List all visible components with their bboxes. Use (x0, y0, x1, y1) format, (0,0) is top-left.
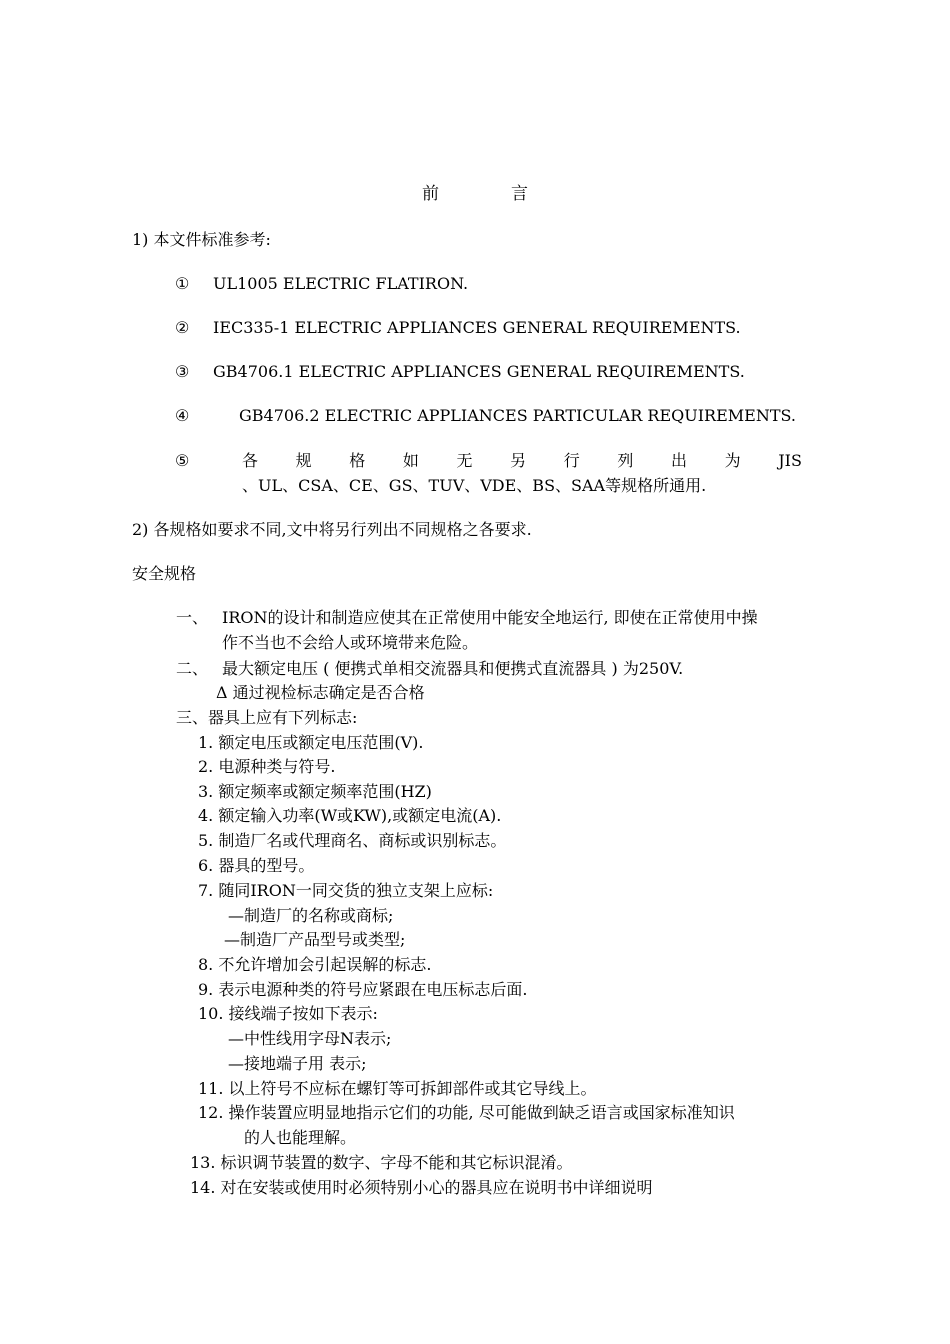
ref-marker: ② (175, 318, 190, 337)
ref5-word: 行 (563, 451, 580, 470)
mark-9: 9. 表示电源种类的符号应紧跟在电压标志后面. (198, 980, 528, 999)
ref5-word: 无 (456, 451, 473, 470)
item-2-text: 最大额定电压 ( 便携式单相交流器具和便携式直流器具 ) 为250V. (222, 659, 684, 678)
item-2-number: 二、 (176, 659, 209, 678)
ref5-word: JIS (778, 451, 802, 470)
mark-11: 11. 以上符号不应标在螺钉等可拆卸部件或其它导线上。 (198, 1079, 597, 1098)
reference-5-line-2: 、UL、CSA、CE、GS、TUV、VDE、BS、SAA等规格所通用. (242, 476, 707, 495)
mark-10-sub-a: —中性线用字母N表示; (228, 1029, 392, 1048)
ref5-word: 出 (671, 451, 688, 470)
mark-13: 13. 标识调节装置的数字、字母不能和其它标识混淆。 (190, 1153, 573, 1172)
mark-10: 10. 接线端子按如下表示: (198, 1004, 378, 1023)
mark-14: 14. 对在安装或使用时必须特别小心的器具应在说明书中详细说明 (190, 1178, 653, 1197)
reference-5-line-1 (242, 451, 802, 471)
ref-marker: ③ (175, 362, 190, 381)
mark-3: 3. 额定频率或额定频率范围(HZ) (198, 782, 432, 801)
page-title (0, 184, 950, 204)
ref-text: UL1005 ELECTRIC FLATIRON. (213, 274, 469, 293)
reference-5-marker: ⑤ (175, 451, 190, 470)
reference-4 (175, 406, 796, 426)
mark-5: 5. 制造厂名或代理商名、商标或识别标志。 (198, 831, 507, 850)
reference-3 (175, 362, 745, 382)
item-1-line-2: 作不当也不会给人或环境带来危险。 (222, 633, 479, 652)
section-1-heading: 1) 本文件标准参考: (132, 230, 271, 249)
mark-7: 7. 随同IRON一同交货的独立支架上应标: (198, 881, 494, 900)
item-1-number: 一、 (176, 608, 209, 627)
section-2: 2) 各规格如要求不同,文中将另行列出不同规格之各要求. (132, 520, 532, 539)
mark-8: 8. 不允许增加会引起误解的标志. (198, 955, 432, 974)
ref5-word: 另 (510, 451, 527, 470)
ref5-word: 格 (349, 451, 366, 470)
reference-2 (175, 318, 741, 338)
title-char: 言 (511, 184, 528, 204)
ref5-word: 列 (617, 451, 634, 470)
item-1-line-1: IRON的设计和制造应使其在正常使用中能安全地运行, 即使在正常使用中操 (222, 608, 758, 627)
ref-marker: ① (175, 274, 190, 293)
mark-10-sub-b: —接地端子用 表示; (228, 1054, 367, 1073)
ref5-word: 如 (402, 451, 419, 470)
item-2-note: Δ 通过视检标志确定是否合格 (216, 683, 425, 702)
ref5-word: 规 (295, 451, 312, 470)
reference-1 (175, 274, 468, 294)
mark-12-line-2: 的人也能理解。 (244, 1128, 357, 1147)
ref-text: GB4706.2 ELECTRIC APPLIANCES PARTICULAR REQUIREMENTS. (239, 406, 796, 425)
ref-marker: ④ (175, 406, 190, 425)
title-char: 前 (422, 184, 439, 204)
ref-text: IEC335-1 ELECTRIC APPLIANCES GENERAL REQUIREMENTS. (213, 318, 741, 337)
mark-7-sub-b: —制造厂产品型号或类型; (224, 930, 406, 949)
safety-heading: 安全规格 (132, 564, 197, 583)
ref5-word: 为 (724, 451, 741, 470)
mark-12-line-1: 12. 操作装置应明显地指示它们的功能, 尽可能做到缺乏语言或国家标准知识 (198, 1103, 735, 1122)
mark-2: 2. 电源种类与符号. (198, 757, 336, 776)
item-3: 三、器具上应有下列标志: (176, 708, 358, 727)
mark-6: 6. 器具的型号。 (198, 856, 315, 875)
ref5-word: 各 (242, 451, 259, 470)
mark-7-sub-a: —制造厂的名称或商标; (228, 906, 394, 925)
mark-4: 4. 额定输入功率(W或KW),或额定电流(A). (198, 806, 502, 825)
mark-1: 1. 额定电压或额定电压范围(V). (198, 733, 424, 752)
ref-text: GB4706.1 ELECTRIC APPLIANCES GENERAL REQUIREMENTS. (213, 362, 745, 381)
